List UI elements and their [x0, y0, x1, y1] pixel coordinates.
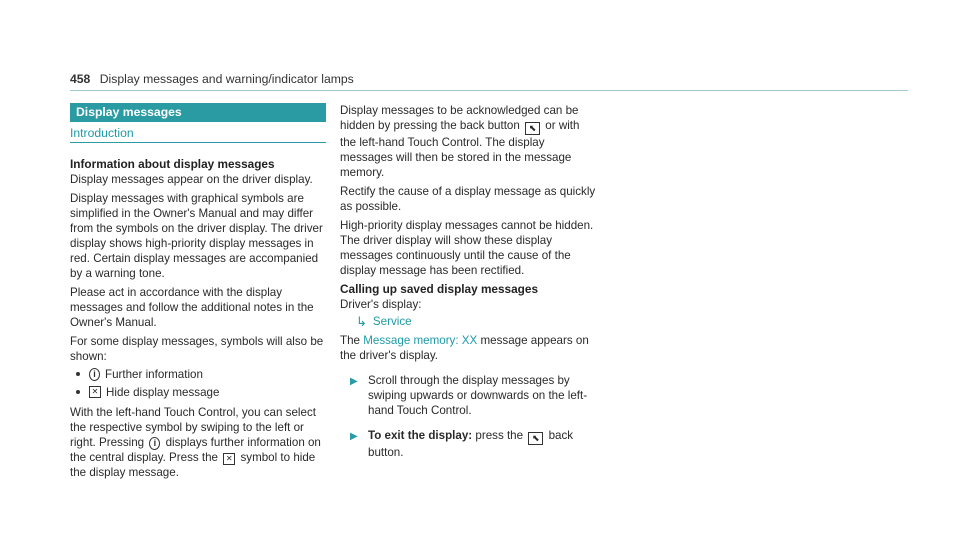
paragraph: Display messages appear on the driver display. [70, 173, 313, 186]
symbol-list [70, 365, 326, 401]
close-icon: ✕ [223, 453, 235, 465]
message-memory-label: Message memory: XX [363, 334, 478, 347]
subsection-divider [70, 142, 326, 143]
step-arrow-icon: ▶ [350, 431, 358, 442]
bullet [76, 390, 80, 394]
info-icon: i [89, 368, 100, 381]
menu-item-service: Service [372, 314, 412, 328]
text-run: press the [475, 429, 524, 442]
step-exit [350, 428, 596, 460]
bullet [76, 372, 80, 376]
paragraph: Driver's display: [340, 298, 422, 311]
paragraph: High-priority display messages cannot be hidden. The driver display will show these display messages continuously until the cause of the display message has been rectified. [340, 219, 594, 277]
paragraph [340, 333, 596, 363]
text-run: With the left-hand Touch Control, you can select the respective symbol by swiping to the left or right. Pressing [70, 406, 316, 449]
text-run: The [340, 334, 360, 347]
back-arrow-icon: ⬉ [525, 122, 540, 135]
step-scroll [350, 373, 596, 418]
section-title: Display messages [70, 103, 326, 122]
list-item [76, 365, 326, 383]
list-item-text: Further information [105, 367, 203, 381]
chapter-title: Display messages and warning/indicator lamps [99, 72, 354, 86]
step-arrow-icon: ▶ [350, 376, 358, 387]
paragraph [340, 103, 596, 180]
text-run: or with the left-hand Touch Control. The display messages will then be stored in the message memory. [340, 119, 580, 179]
text-run: displays further information on the central display. Press the [70, 436, 321, 464]
header-divider [70, 90, 908, 91]
text-run: Display messages to be acknowledged can be hidden by pressing the back button [340, 104, 579, 132]
paragraph: Please act in accordance with the display messages and follow the additional notes in the Owner's Manual. [70, 286, 314, 329]
paragraph [70, 405, 326, 480]
info-icon: i [149, 437, 160, 450]
menu-path [356, 312, 596, 330]
close-icon: ✕ [89, 386, 101, 398]
text-run: message appears on the driver's display. [340, 334, 589, 362]
menu-path-arrow-icon: ↳ [356, 313, 367, 329]
page-header [70, 72, 354, 87]
page-number: 458 [70, 72, 91, 86]
subsection-title: Introduction [70, 126, 134, 140]
step-label: To exit the display: [368, 429, 473, 442]
back-arrow-icon: ⬉ [528, 432, 543, 445]
paragraph: For some display messages, symbols will also be shown: [70, 335, 324, 363]
text-run: symbol to hide the display message. [70, 451, 316, 479]
heading-information: Information about display messages [70, 157, 275, 171]
left-column [70, 103, 326, 484]
right-column [340, 103, 596, 464]
text-run: back button. [368, 429, 574, 459]
heading-calling-up: Calling up saved display messages [340, 282, 539, 296]
list-item-text: Hide display message [106, 385, 220, 399]
paragraph: Display messages with graphical symbols are simplified in the Owner's Manual and may differ from the symbols on the driver display. The driver display shows high-priority display messages in red. Certain display messages are accompanied by a warning tone. [70, 192, 323, 280]
step-text: Scroll through the display messages by swiping upwards or downwards on the left-hand Touch Control. [368, 374, 588, 417]
step-text [368, 428, 596, 460]
list-item [76, 383, 326, 401]
paragraph: Rectify the cause of a display message as quickly as possible. [340, 185, 596, 213]
